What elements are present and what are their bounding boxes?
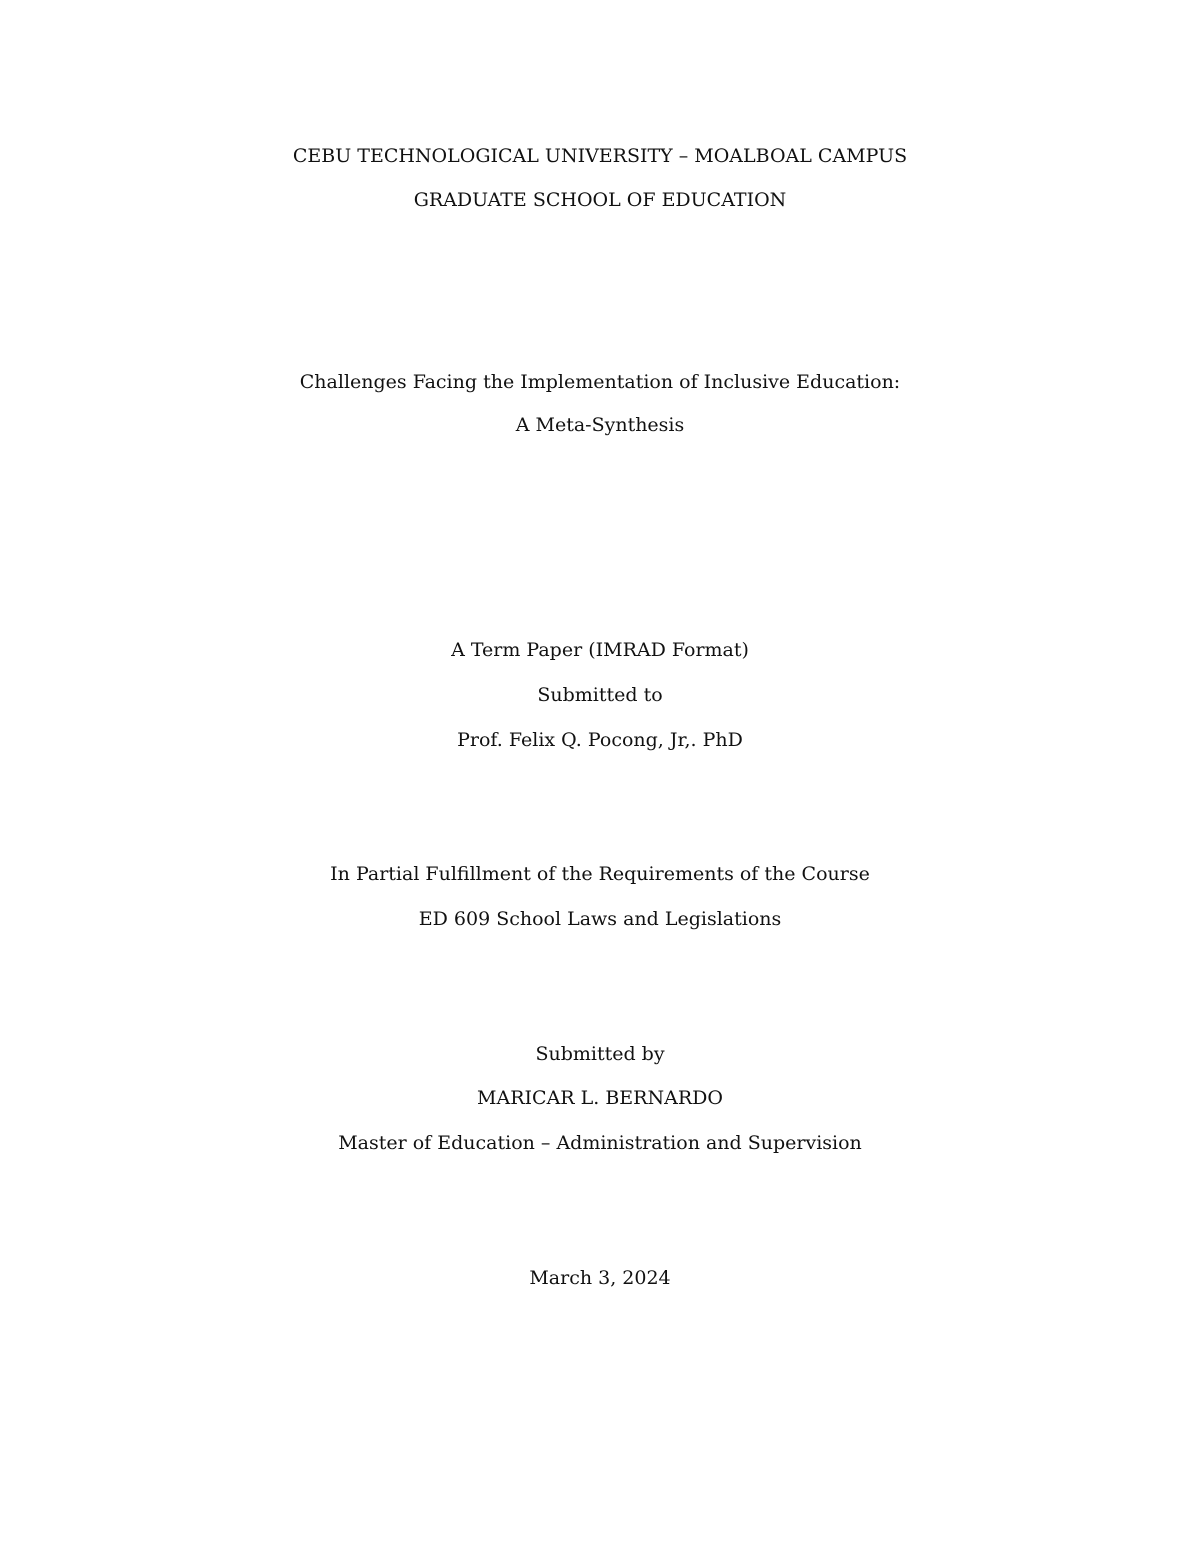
course-name: ED 609 School Laws and Legislations — [418, 908, 782, 930]
fulfillment-statement: In Partial Fulfillment of the Requirements of the Course — [330, 863, 870, 885]
university-name: CEBU TECHNOLOGICAL UNIVERSITY – MOALBOAL CAMPUS — [292, 145, 908, 167]
title-line-1: Challenges Facing the Implementation of Inclusive Education: — [299, 371, 901, 393]
author-name: MARICAR L. BERNARDO — [477, 1087, 723, 1109]
paper-type: A Term Paper (IMRAD Format) — [451, 639, 749, 661]
degree-program: Master of Education – Administration and Supervision — [338, 1132, 862, 1154]
school-name: GRADUATE SCHOOL OF EDUCATION — [413, 189, 787, 211]
professor-name: Prof. Felix Q. Pocong, Jr,. PhD — [457, 729, 743, 751]
submission-date: March 3, 2024 — [529, 1267, 671, 1289]
submitted-to-label: Submitted to — [537, 684, 663, 706]
title-line-2: A Meta-Synthesis — [515, 414, 685, 436]
submitted-by-label: Submitted by — [535, 1043, 665, 1065]
